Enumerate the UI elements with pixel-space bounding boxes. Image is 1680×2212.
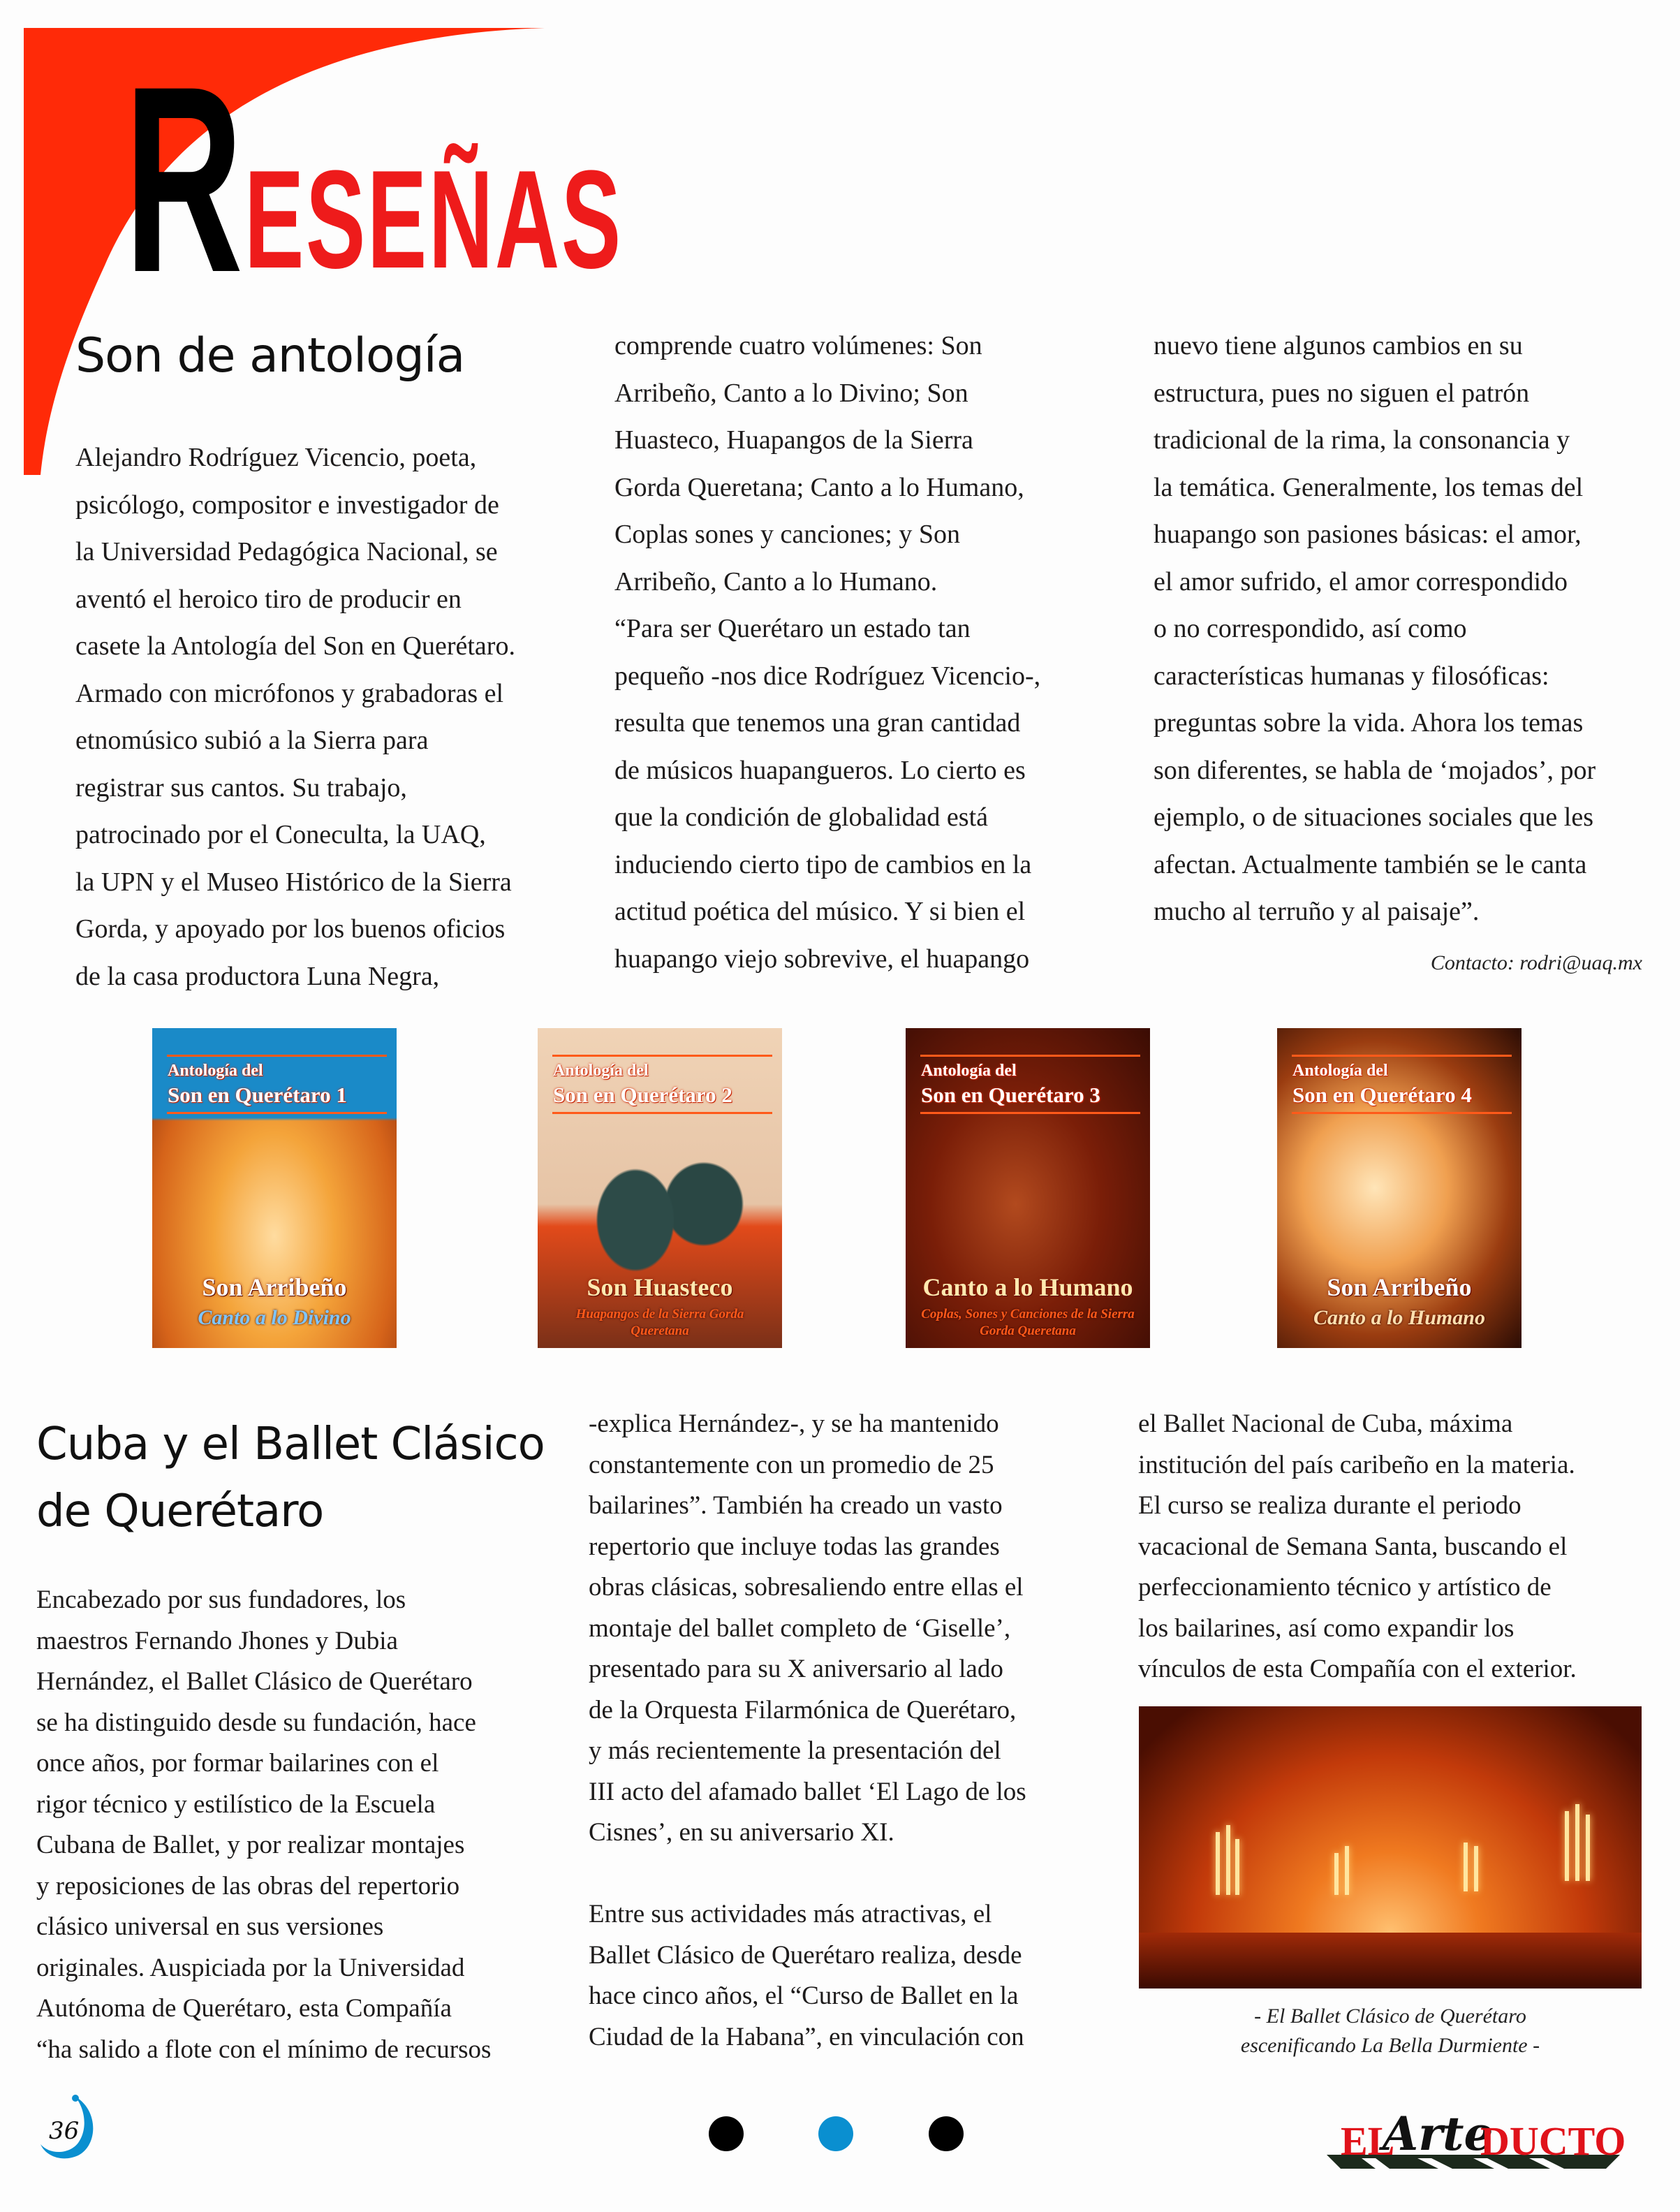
page-number: 36 xyxy=(49,2117,80,2145)
cover-series-label: Antología del xyxy=(168,1062,263,1080)
dot-2 xyxy=(818,2116,853,2151)
ballet-photo xyxy=(1139,1706,1642,1988)
text-line: Arribeño, Canto a lo Humano. xyxy=(614,566,938,596)
text-line: -explica Hernández-, y se ha mantenido xyxy=(589,1409,999,1438)
text-line: Encabezado por sus fundadores, los xyxy=(36,1585,406,1614)
cover-series-label: Antología del xyxy=(921,1062,1017,1080)
stage-floor xyxy=(1139,1933,1642,1988)
text-line: originales. Auspiciada por la Universidad xyxy=(36,1953,465,1982)
text-line: huapango son pasiones básicas: el amor, xyxy=(1154,520,1582,549)
cover-title: Son Arribeño xyxy=(202,1273,347,1301)
text-line: etnomúsico subió a la Sierra para xyxy=(75,726,429,755)
cover-title: Son Arribeño xyxy=(1327,1273,1472,1301)
article2-column-1 xyxy=(36,1580,536,2070)
text-line: los bailarines, así como expandir los xyxy=(1138,1613,1515,1643)
cover-rule xyxy=(1292,1055,1512,1057)
text-line: once años, por formar bailarines con el xyxy=(36,1749,439,1778)
text-line: clásico universal en sus versiones xyxy=(36,1912,384,1941)
album-cover-1 xyxy=(152,1028,397,1348)
article-title-line-2: de Querétaro xyxy=(36,1486,324,1537)
photo-caption-line-1: - El Ballet Clásico de Querétaro xyxy=(1254,2005,1526,2028)
album-cover-3 xyxy=(906,1028,1150,1348)
text-line: resulta que tenemos una gran cantidad xyxy=(614,708,1021,738)
logo-arte: Arte xyxy=(1383,2107,1494,2161)
text-line: huapango viejo sobrevive, el huapango xyxy=(614,944,1030,974)
text-line: la Universidad Pedagógica Nacional, se xyxy=(75,537,498,566)
cover-volume-title: Son en Querétaro 2 xyxy=(553,1083,732,1107)
cover-rule xyxy=(552,1055,772,1057)
text-line: Arribeño, Canto a lo Divino; Son xyxy=(614,378,968,408)
cover-series-label: Antología del xyxy=(553,1062,649,1080)
candle xyxy=(1586,1815,1590,1881)
section-title-initial: R xyxy=(124,31,244,328)
candle xyxy=(1474,1846,1478,1891)
text-line: El curso se realiza durante el periodo xyxy=(1138,1491,1521,1520)
text-line: induciendo cierto tipo de cambios en la xyxy=(614,849,1032,879)
text-line: se ha distinguido desde su fundación, hace xyxy=(36,1708,476,1737)
article-title-cuba-ballet xyxy=(36,1411,567,1545)
candle xyxy=(1575,1804,1579,1881)
text-line: pequeño -nos dice Rodríguez Vicencio-, xyxy=(614,661,1041,691)
text-line: actitud poética del músico. Y si bien el xyxy=(614,897,1026,926)
candle xyxy=(1345,1846,1349,1895)
text-line: “ha salido a flote con el mínimo de recursos xyxy=(36,2035,492,2064)
text-line: constantemente con un promedio de 25 xyxy=(589,1450,994,1479)
cover-volume-title: Son en Querétaro 1 xyxy=(168,1083,347,1107)
text-line: aventó el heroico tiro de producir en xyxy=(75,584,462,614)
text-line: Cubana de Ballet, y por realizar montajes xyxy=(36,1831,465,1859)
logo-ducto: DUCTO xyxy=(1480,2118,1626,2164)
text-line: III acto del afamado ballet ‘El Lago de los xyxy=(589,1777,1026,1806)
text-line: Coplas sones y canciones; y Son xyxy=(614,520,961,549)
text-line: institución del país caribeño en la materia. xyxy=(1138,1450,1575,1479)
dot-3 xyxy=(929,2116,964,2151)
article1-column-1 xyxy=(75,434,564,1000)
cover-subtitle: Coplas, Sones y Canciones de la Sierra Gorda Queretana xyxy=(921,1307,1135,1338)
candle xyxy=(1334,1853,1339,1895)
text-line: y más recientemente la presentación del xyxy=(589,1736,1001,1765)
logo-el: EL xyxy=(1341,2118,1395,2164)
cover-rule xyxy=(167,1055,387,1057)
text-line: de la casa productora Luna Negra, xyxy=(75,961,440,991)
dot-1 xyxy=(709,2116,744,2151)
article2-column-2 xyxy=(589,1404,1086,1854)
text-line: vínculos de esta Compañía con el exterior. xyxy=(1138,1655,1577,1683)
text-line: de músicos huapangueros. Lo cierto es xyxy=(614,755,1026,785)
text-line: montaje del ballet completo de ‘Giselle’, xyxy=(589,1613,1011,1643)
text-line: registrar sus cantos. Su trabajo, xyxy=(75,772,407,803)
text-line: presentado para su X aniversario al lado xyxy=(589,1655,1003,1683)
article1-column-2 xyxy=(614,323,1102,983)
text-line: Gorda, y apoyado por los buenos oficios xyxy=(75,914,506,944)
cover-rule xyxy=(920,1112,1140,1114)
album-cover-4 xyxy=(1277,1028,1521,1348)
cover-volume-title: Son en Querétaro 4 xyxy=(1292,1083,1472,1107)
text-line: afectan. Actualmente también se le canta xyxy=(1154,849,1587,879)
text-line: Huasteco, Huapangos de la Sierra xyxy=(614,425,973,455)
text-line: mucho al terruño y al paisaje”. xyxy=(1154,897,1480,926)
text-line: Gorda Queretana; Canto a lo Humano, xyxy=(614,472,1024,502)
cover-rule xyxy=(920,1055,1140,1057)
text-line: “Para ser Querétaro un estado tan xyxy=(614,614,971,643)
text-line: son diferentes, se habla de ‘mojados’, por xyxy=(1154,755,1596,785)
text-line: rigor técnico y estilístico de la Escuela xyxy=(36,1789,436,1819)
text-line: que la condición de globalidad está xyxy=(614,803,988,832)
text-line: Cisnes’, en su aniversario XI. xyxy=(589,1818,894,1847)
text-line: y reposiciones de las obras del repertorio xyxy=(36,1871,460,1900)
article2-column-2-paragraph-2 xyxy=(589,1894,1086,2058)
text-line: Armado con micrófonos y grabadoras el xyxy=(75,678,504,708)
text-line: maestros Fernando Jhones y Dubia xyxy=(36,1626,398,1655)
text-line: nuevo tiene algunos cambios en su xyxy=(1154,331,1523,360)
text-line: Alejandro Rodríguez Vicencio, poeta, xyxy=(75,443,477,472)
candle xyxy=(1235,1839,1239,1895)
text-line: obras clásicas, sobresaliendo entre ellas el xyxy=(589,1573,1024,1602)
text-line: casete la Antología del Son en Querétaro. xyxy=(75,631,515,661)
page-number-badge xyxy=(35,2088,105,2165)
text-line: patrocinado por el Coneculta, la UAQ, xyxy=(75,820,486,849)
cover-subtitle: Huapangos de la Sierra Gorda Queretana xyxy=(575,1307,744,1338)
text-line: perfeccionamiento técnico y artístico de xyxy=(1138,1573,1552,1602)
photo-caption xyxy=(1139,2002,1642,2060)
text-line: comprende cuatro volúmenes: Son xyxy=(614,331,982,360)
text-line: el amor sufrido, el amor correspondido xyxy=(1154,566,1568,596)
cover-title: Canto a lo Humano xyxy=(922,1273,1133,1301)
article-title-line-1: Cuba y el Ballet Clásico xyxy=(36,1419,545,1470)
text-line: Entre sus actividades más atractivas, el xyxy=(589,1900,992,1928)
album-cover-2 xyxy=(538,1028,782,1348)
cover-rule xyxy=(167,1112,387,1114)
text-line: Autónoma de Querétaro, esta Compañía xyxy=(36,1994,452,2023)
text-line: la UPN y el Museo Histórico de la Sierra xyxy=(75,867,512,897)
text-line: la temática. Generalmente, los temas del xyxy=(1154,472,1584,502)
cover-rule xyxy=(1292,1112,1512,1114)
text-line: ejemplo, o de situaciones sociales que les xyxy=(1154,803,1593,832)
text-line: Ciudad de la Habana”, en vinculación con xyxy=(589,2022,1024,2051)
text-line: tradicional de la rima, la consonancia y xyxy=(1154,425,1570,455)
candle xyxy=(1216,1832,1220,1895)
text-line: de la Orquesta Filarmónica de Querétaro, xyxy=(589,1695,1017,1724)
contact-email: Contacto: rodri@uaq.mx xyxy=(1430,951,1642,974)
text-line: hace cinco años, el “Curso de Ballet en la xyxy=(589,1982,1019,2010)
text-line: características humanas y filosóficas: xyxy=(1154,661,1549,691)
text-line: vacacional de Semana Santa, buscando el xyxy=(1138,1532,1568,1561)
cover-subtitle: Canto a lo Divino xyxy=(198,1306,351,1329)
article1-column-3 xyxy=(1154,323,1642,936)
candle xyxy=(1226,1825,1230,1895)
cover-subtitle: Canto a lo Humano xyxy=(1313,1306,1485,1329)
cover-series-label: Antología del xyxy=(1292,1062,1388,1080)
text-line: Ballet Clásico de Querétaro realiza, desde xyxy=(589,1940,1022,1970)
section-title-rest: ESEÑAS xyxy=(244,142,623,298)
candle xyxy=(1464,1843,1468,1891)
text-line: preguntas sobre la vida. Ahora los temas xyxy=(1154,708,1584,738)
text-line: bailarines”. También ha creado un vasto xyxy=(589,1491,1003,1520)
text-line: estructura, pues no siguen el patrón xyxy=(1154,378,1530,408)
cover-rule xyxy=(552,1112,772,1114)
text-line: psicólogo, compositor e investigador de xyxy=(75,490,499,520)
candle xyxy=(1565,1811,1569,1881)
cover-volume-title: Son en Querétaro 3 xyxy=(921,1083,1100,1107)
text-line: Hernández, el Ballet Clásico de Querétaro xyxy=(36,1667,473,1696)
article2-column-3 xyxy=(1138,1404,1640,1690)
article-title-son-de-antologia: Son de antología xyxy=(75,328,465,383)
text-line: el Ballet Nacional de Cuba, máxima xyxy=(1138,1409,1513,1438)
cover-title: Son Huasteco xyxy=(587,1273,733,1301)
text-line: o no correspondido, así como xyxy=(1154,614,1467,643)
photo-caption-line-2: escenificando La Bella Durmiente - xyxy=(1240,2034,1540,2057)
el-arteducto-logo xyxy=(1313,2088,1634,2172)
text-line: repertorio que incluye todas las grandes xyxy=(589,1532,1000,1561)
